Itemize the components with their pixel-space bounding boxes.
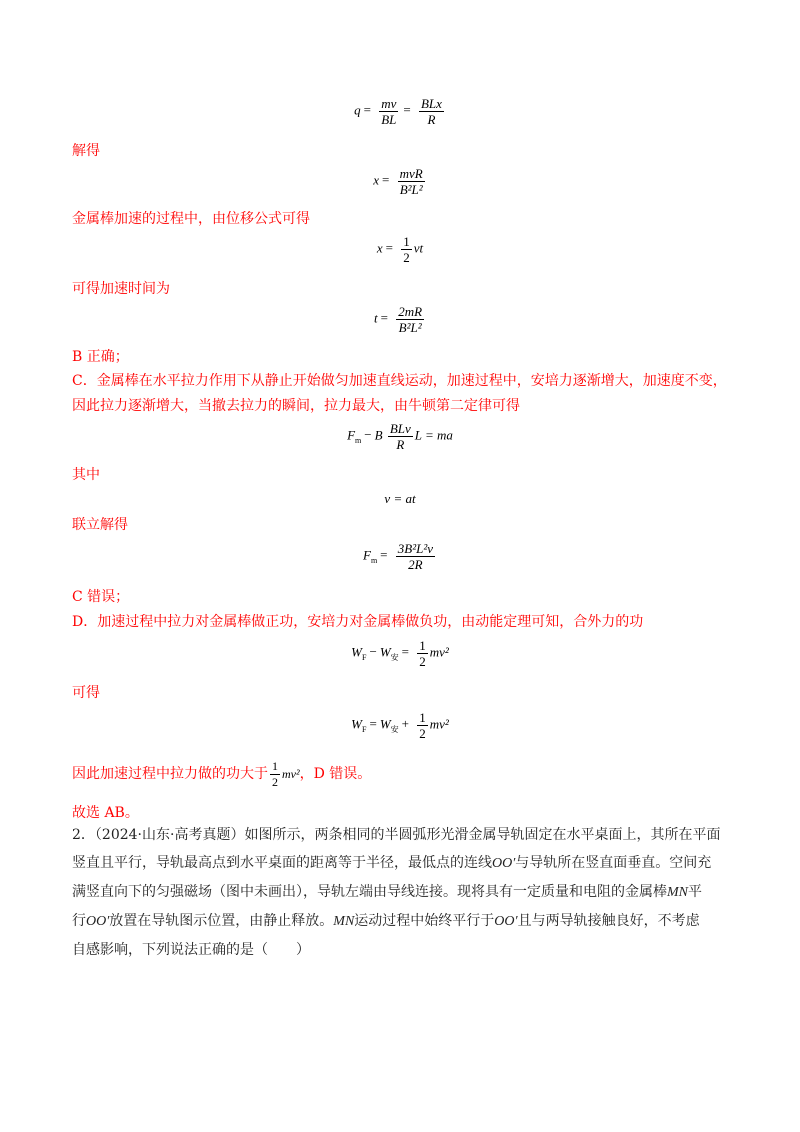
eq-lhs: x (376, 240, 383, 256)
conclusion-text: 因此加速过程中拉力做的功大于 (72, 766, 268, 782)
eq-subscript: m (355, 436, 362, 446)
equation-displacement-formula: x = $\frac{1}{2}$ vt (376, 234, 424, 265)
eq-subscript: 安 (390, 653, 399, 663)
eq-rhs: mv² (429, 644, 449, 660)
text-jiede: 解得 (72, 143, 100, 159)
eq-rhs: mv² (429, 716, 449, 732)
text-lianli: 联立解得 (72, 517, 128, 533)
question-text: 平 (688, 884, 702, 900)
question-source: （2024·山东·高考真题） (94, 827, 245, 843)
fraction-numerator: 3B²L²v (397, 541, 434, 556)
fraction-numerator: 1 (419, 710, 426, 725)
text-answer: 故选 AB。 (72, 805, 139, 821)
fraction (417, 638, 428, 669)
eq-lhs: q (354, 102, 361, 118)
question-text: 满竖直向下的匀强磁场（图中未画出），导轨左端由导线连接。现将具有一定质量和电阻的金属棒 (72, 884, 667, 900)
question-symbol: OO′ (86, 914, 110, 929)
fraction-denominator: R (427, 112, 436, 127)
fraction-denominator: 2 (419, 726, 426, 741)
fraction-numerator: 1 (272, 758, 278, 773)
question-symbol: MN (333, 914, 355, 929)
fraction (398, 166, 425, 197)
text-b-correct: B 正确； (72, 349, 129, 365)
eq-lhs: F (362, 547, 371, 563)
question-symbol: MN (667, 885, 688, 900)
eq-lhs: t (373, 310, 378, 326)
eq-rhs: L = ma (414, 427, 453, 443)
question-2-line1 (72, 821, 732, 849)
equation-charge: q = $\frac{mv}{BL}$ = $\frac{\text{BLx}}{R}$ (354, 96, 442, 127)
fraction-denominator: B²L² (399, 182, 423, 197)
fraction-denominator: BL (381, 112, 397, 127)
question-text: 行 (72, 913, 86, 929)
question-text: 运动过程中始终平行于 (354, 913, 495, 929)
equation-work-energy: $W_F - W_安$ = $\frac{1}{2}$ mv² (351, 638, 449, 669)
text-accel-time: 可得加速时间为 (72, 281, 170, 297)
fraction-numerator: BLx (420, 96, 442, 111)
question-text: 如图所示，两条相同的半圆弧形光滑金属导轨固定在水平桌面上，其所在平面 (244, 827, 721, 843)
eq-term: W (379, 644, 391, 660)
question-text: 与导轨所在竖直面垂直。空间充 (515, 855, 712, 871)
fraction-denominator: R (396, 437, 405, 452)
fraction-numerator: 1 (419, 638, 426, 653)
equation-newton: $F_m - B$ $\frac{\text{BLv}}{R}$ L = ma (347, 421, 453, 452)
fraction (419, 96, 444, 127)
fraction-denominator: 2 (419, 654, 426, 669)
eq-term: W (351, 644, 363, 660)
fraction-denominator: 2 (272, 774, 278, 789)
fraction-denominator: B²L² (398, 320, 422, 335)
question-text: 且与两导轨接触良好，不考虑 (517, 913, 700, 929)
equation-displacement-solution: x = $\frac{\text{mvR}}{\text{B²L²}}$ (373, 166, 423, 197)
equation-time: t = $\frac{2mR}{\text{B²L²}}$ (373, 304, 423, 335)
eq-term: W (379, 716, 391, 732)
fraction-numerator: mv (381, 96, 397, 111)
question-2-line4 (72, 907, 732, 936)
fraction (417, 710, 428, 741)
question-number: 2． (72, 827, 95, 843)
equation-velocity (0, 491, 800, 507)
text-d-conclusion (72, 756, 371, 792)
eq-subscript: F (362, 725, 367, 735)
equation-work-result: $W_F = W_安$ + $\frac{1}{2}$ mv² (351, 710, 449, 741)
fraction (388, 421, 413, 452)
fraction (396, 541, 435, 572)
question-2-line3 (72, 878, 732, 907)
question-text: 放置在导轨图示位置，由静止释放。 (109, 913, 334, 929)
eq-subscript: m (370, 556, 378, 566)
eq-rhs: vt (413, 240, 424, 256)
inline-term: mv² (282, 767, 300, 781)
fraction-numerator: 2mR (398, 304, 423, 319)
question-symbol: OO′ (492, 856, 516, 871)
question-text: 竖直且平行，导轨最高点到水平桌面的距离等于半径，最低点的连线 (72, 855, 492, 871)
question-symbol: OO′ (494, 914, 518, 929)
fraction-numerator: mvR (399, 166, 423, 181)
eq-subscript: 安 (390, 725, 399, 735)
question-2-line2 (72, 849, 732, 878)
text-kede: 可得 (72, 685, 100, 701)
eq-text: v = at (384, 491, 416, 506)
inline-fraction (270, 759, 280, 790)
fraction-numerator: BLv (389, 421, 411, 436)
question-2 (72, 821, 732, 964)
fraction (401, 234, 412, 265)
fraction-denominator: 2 (403, 250, 410, 265)
fraction-denominator: 2R (408, 557, 423, 572)
text-c-wrong: C 错误； (72, 589, 130, 605)
text-c-line1: C．金属棒在水平拉力作用下从静止开始做匀加速直线运动，加速过程中，安培力逐渐增大，加速度不变， (72, 373, 727, 389)
equation-max-force: $F_m$ = $\frac{\text{3B²L²v}}{2R}$ (362, 541, 434, 572)
eq-lhs: F (347, 427, 356, 443)
conclusion-text: ，D 错误。 (299, 766, 372, 782)
eq-lhs: x (373, 172, 380, 188)
eq-subscript: F (362, 653, 367, 663)
text-qizhong: 其中 (72, 467, 100, 483)
eq-term: W (351, 716, 363, 732)
text-accel-process: 金属棒加速的过程中，由位移公式可得 (72, 211, 310, 227)
text-d-line1: D．加速过程中拉力对金属棒做正功，安培力对金属棒做负功，由动能定理可知，合外力的功 (72, 614, 644, 630)
eq-term: B (374, 427, 383, 443)
fraction-numerator: 1 (403, 234, 410, 249)
fraction (379, 96, 398, 127)
fraction (396, 304, 424, 335)
question-2-line5: 自感影响，下列说法正确的是（ ） (72, 942, 310, 958)
text-c-line2: 因此拉力逐渐增大，当撤去拉力的瞬间，拉力最大，由牛顿第二定律可得 (72, 398, 520, 414)
